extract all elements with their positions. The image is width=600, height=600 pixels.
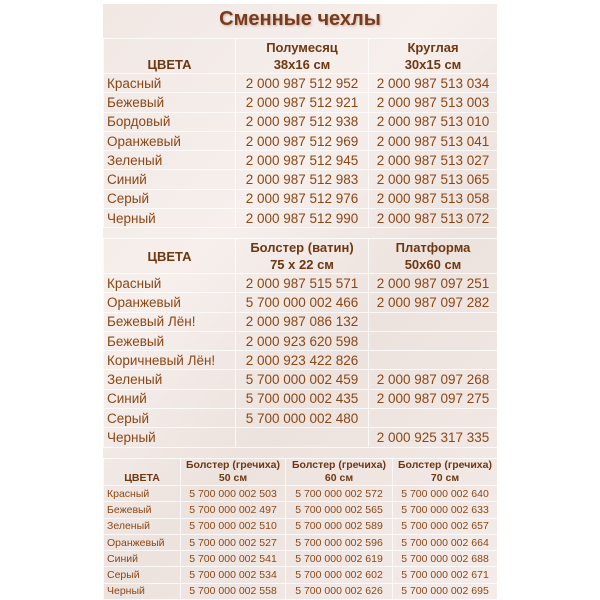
header-line: 38x16 см (273, 57, 331, 72)
barcode-cell: 5 700 000 002 503 (181, 486, 286, 502)
barcode-cell: 2 000 987 512 990 (236, 209, 369, 228)
header-line: Круглая (407, 40, 459, 55)
table-buckwheat-bolster (103, 458, 498, 600)
barcode-cell: 2 000 987 513 065 (369, 170, 498, 189)
barcode-cell: 5 700 000 002 619 (286, 551, 393, 567)
header-line: Болстер (гречиха) (186, 459, 280, 471)
barcode-cell: 2 000 987 097 275 (369, 389, 498, 408)
color-name-cell: Оранжевый (104, 293, 236, 312)
header-line: ЦВЕТА (147, 57, 192, 72)
column-header (286, 459, 393, 486)
barcode-cell: 5 700 000 002 541 (181, 551, 286, 567)
header-line: Платформа (395, 240, 471, 255)
header-line: Болстер (гречиха) (398, 459, 492, 471)
barcode-cell: 5 700 000 002 589 (286, 518, 393, 534)
header-line: Болстер (гречиха) (292, 459, 386, 471)
table-row (104, 389, 498, 408)
table-row (104, 502, 498, 518)
color-name-cell: Бежевый Лён! (104, 312, 236, 331)
barcode-cell: 2 000 923 620 598 (236, 331, 369, 350)
table-body (104, 486, 498, 600)
header-line: 75 x 22 см (270, 257, 334, 272)
barcode-cell: 5 700 000 002 527 (181, 534, 286, 550)
barcode-cell: 2 000 987 515 571 (236, 274, 369, 293)
header-line: ЦВЕТА (147, 248, 192, 264)
table-row (104, 567, 498, 583)
color-name-cell: Черный (104, 209, 236, 228)
table-row (104, 583, 498, 599)
barcode-cell (236, 428, 369, 447)
table-row (104, 74, 498, 93)
table-row (104, 312, 498, 331)
color-name-cell: Серый (104, 189, 236, 208)
color-name-cell: Бежевый (104, 502, 181, 518)
table-row (104, 170, 498, 189)
table-row (104, 189, 498, 208)
column-header (393, 459, 498, 486)
barcode-cell: 2 000 987 512 983 (236, 170, 369, 189)
barcode-cell: 5 700 000 002 435 (236, 389, 369, 408)
color-name-cell: Зеленый (104, 151, 236, 170)
column-header (236, 39, 369, 74)
table-bolster-platform (103, 238, 498, 448)
color-name-cell: Синий (104, 389, 236, 408)
color-name-cell: Оранжевый (104, 534, 181, 550)
barcode-cell: 2 000 987 512 976 (236, 189, 369, 208)
barcode-cell: 5 700 000 002 572 (286, 486, 393, 502)
color-name-cell: Бежевый (104, 93, 236, 112)
color-name-cell: Красный (104, 274, 236, 293)
color-name-cell: Серый (104, 409, 236, 428)
header-row (104, 39, 498, 74)
color-name-cell: Серый (104, 567, 181, 583)
color-name-cell: Красный (104, 486, 181, 502)
barcode-cell: 5 700 000 002 626 (286, 583, 393, 599)
table-crescent-round (103, 38, 498, 228)
table-row (104, 151, 498, 170)
table-header (104, 459, 498, 486)
barcode-cell: 5 700 000 002 480 (236, 409, 369, 428)
barcode-cell: 5 700 000 002 596 (286, 534, 393, 550)
barcode-cell: 5 700 000 002 510 (181, 518, 286, 534)
barcode-cell: 2 000 987 513 058 (369, 189, 498, 208)
barcode-cell: 2 000 987 512 945 (236, 151, 369, 170)
barcode-cell: 2 000 987 512 921 (236, 93, 369, 112)
header-line: 50 см (218, 472, 248, 484)
barcode-cell: 2 000 987 512 938 (236, 112, 369, 131)
barcode-cell: 2 000 987 512 952 (236, 74, 369, 93)
header-line: 60 см (324, 472, 354, 484)
table-header (104, 39, 498, 74)
table-row (104, 274, 498, 293)
barcode-cell (369, 331, 498, 350)
color-name-cell: Красный (104, 74, 236, 93)
barcode-cell: 2 000 987 086 132 (236, 312, 369, 331)
column-header-colors (104, 239, 236, 274)
barcode-cell: 5 700 000 002 602 (286, 567, 393, 583)
header-line: Болстер (ватин) (250, 240, 354, 255)
barcode-cell (369, 409, 498, 428)
column-header-colors (104, 459, 181, 486)
table-row (104, 409, 498, 428)
barcode-cell: 5 700 000 002 664 (393, 534, 498, 550)
table-row (104, 131, 498, 150)
barcode-cell: 2 000 987 513 034 (369, 74, 498, 93)
barcode-cell: 5 700 000 002 534 (181, 567, 286, 583)
barcode-cell: 2 000 987 513 072 (369, 209, 498, 228)
color-name-cell: Зеленый (104, 370, 236, 389)
table-row (104, 428, 498, 447)
barcode-cell (369, 351, 498, 370)
barcode-cell: 2 000 987 513 041 (369, 131, 498, 150)
table-row (104, 93, 498, 112)
header-row (104, 239, 498, 274)
table-header (104, 239, 498, 274)
barcode-cell: 5 700 000 002 466 (236, 293, 369, 312)
header-line: Полумесяц (266, 40, 338, 55)
color-name-cell: Коричневый Лён! (104, 351, 236, 370)
color-name-cell: Зеленый (104, 518, 181, 534)
table-row (104, 534, 498, 550)
barcode-cell: 5 700 000 002 459 (236, 370, 369, 389)
barcode-cell: 2 000 987 097 282 (369, 293, 498, 312)
column-header (181, 459, 286, 486)
header-row (104, 459, 498, 486)
table-row (104, 518, 498, 534)
barcode-cell: 5 700 000 002 671 (393, 567, 498, 583)
header-line: ЦВЕТА (124, 472, 160, 484)
header-line: 70 см (430, 472, 460, 484)
barcode-cell: 2 000 987 513 010 (369, 112, 498, 131)
header-line: 30x15 см (404, 57, 462, 72)
barcode-cell (369, 312, 498, 331)
column-header-colors (104, 39, 236, 74)
barcode-cell: 5 700 000 002 497 (181, 502, 286, 518)
table-body (104, 274, 498, 448)
color-name-cell: Оранжевый (104, 131, 236, 150)
color-name-cell: Синий (104, 551, 181, 567)
column-header (369, 239, 498, 274)
color-name-cell: Черный (104, 428, 236, 447)
table-row (104, 209, 498, 228)
table-body (104, 74, 498, 228)
barcode-cell: 2 000 925 317 335 (369, 428, 498, 447)
table-row (104, 112, 498, 131)
barcode-cell: 2 000 987 512 969 (236, 131, 369, 150)
barcode-cell: 2 000 987 097 268 (369, 370, 498, 389)
column-header (369, 39, 498, 74)
table-row (104, 551, 498, 567)
color-name-cell: Синий (104, 170, 236, 189)
barcode-cell: 2 000 987 513 027 (369, 151, 498, 170)
table-row (104, 351, 498, 370)
page-title: Сменные чехлы (219, 8, 381, 30)
barcode-cell: 2 000 923 422 826 (236, 351, 369, 370)
table-row (104, 486, 498, 502)
barcode-cell: 5 700 000 002 657 (393, 518, 498, 534)
color-name-cell: Бежевый (104, 331, 236, 350)
color-name-cell: Черный (104, 583, 181, 599)
header-line: 50x60 см (404, 257, 462, 272)
barcode-cell: 5 700 000 002 688 (393, 551, 498, 567)
barcode-cell: 2 000 987 097 251 (369, 274, 498, 293)
barcode-cell: 2 000 987 513 003 (369, 93, 498, 112)
table-row (104, 331, 498, 350)
table-row (104, 293, 498, 312)
barcode-cell: 5 700 000 002 695 (393, 583, 498, 599)
column-header (236, 239, 369, 274)
barcode-cell: 5 700 000 002 558 (181, 583, 286, 599)
table-row (104, 370, 498, 389)
barcode-cell: 5 700 000 002 633 (393, 502, 498, 518)
barcode-cell: 5 700 000 002 640 (393, 486, 498, 502)
color-name-cell: Бордовый (104, 112, 236, 131)
barcode-cell: 5 700 000 002 565 (286, 502, 393, 518)
